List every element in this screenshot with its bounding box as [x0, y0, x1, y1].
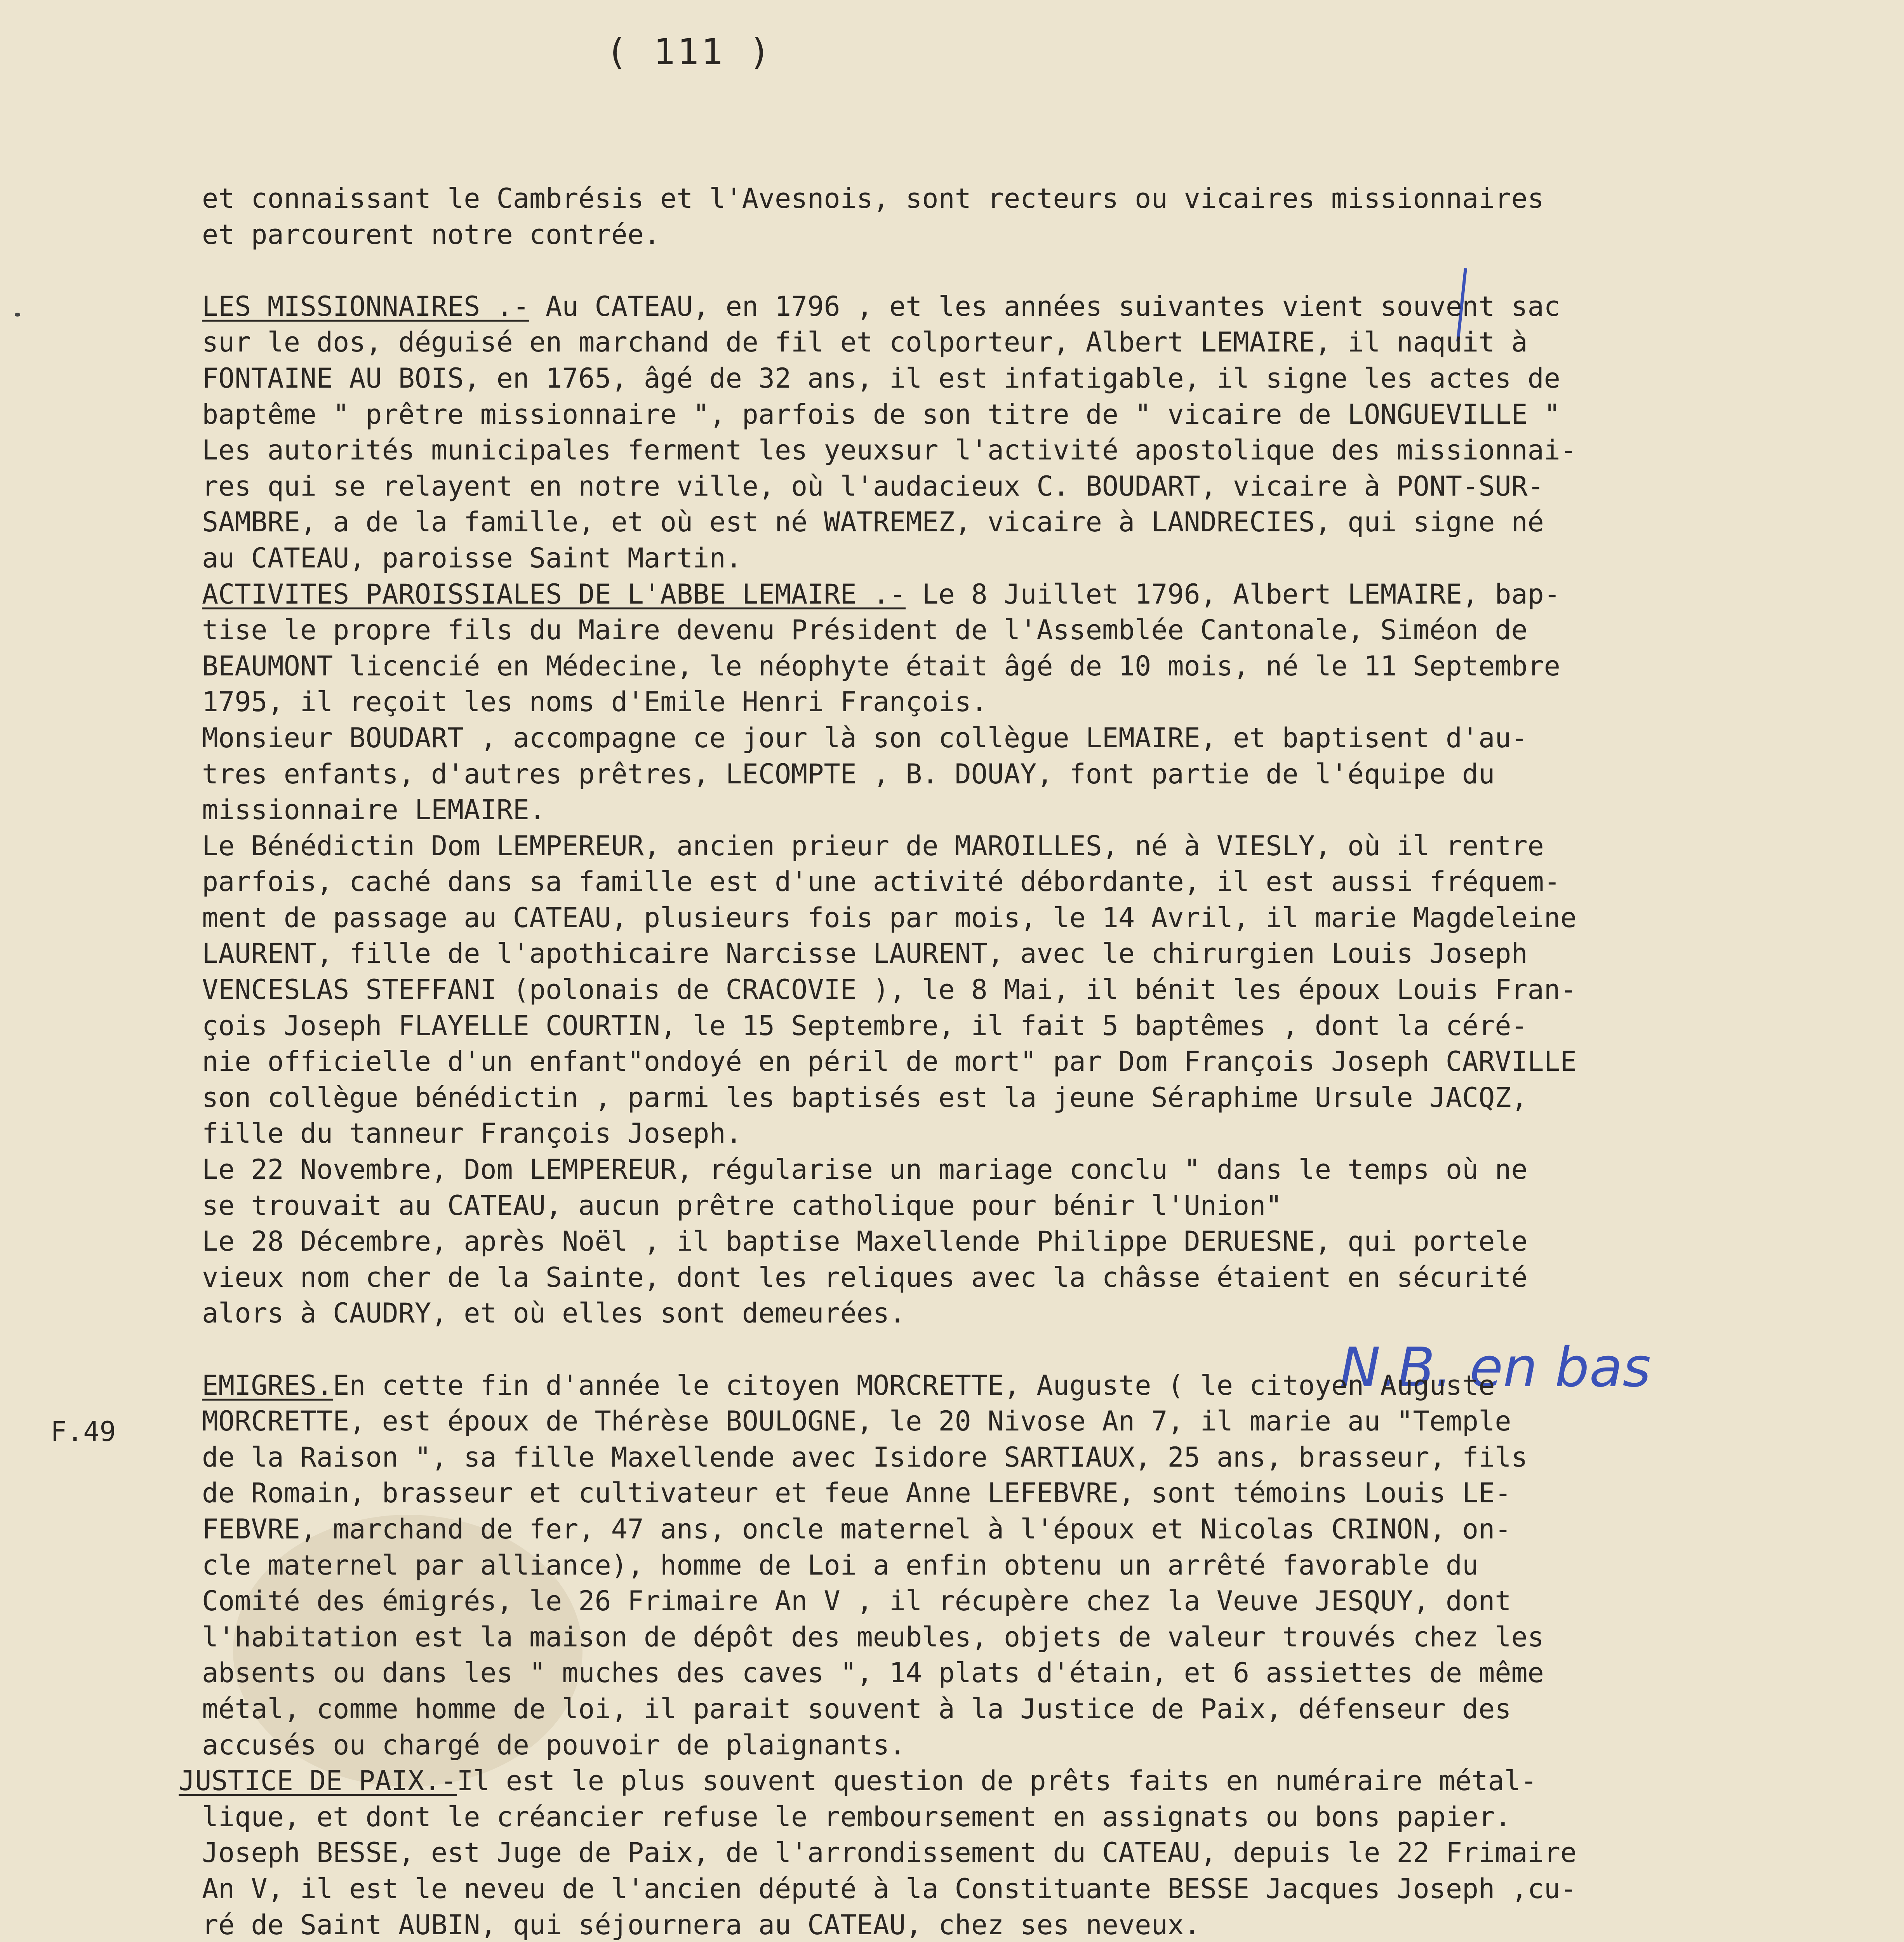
line-text: absents ou dans les " muches des caves ", 14 plats d'étain, et 6 assiettes de même	[202, 1657, 1544, 1689]
line-text: son collègue bénédictin , parmi les baptisés est la jeune Séraphime Ursule JACQZ,	[202, 1081, 1528, 1114]
line-text: ment de passage au CATEAU, plusieurs fois par mois, le 14 Avril, il marie Magdeleine	[202, 901, 1577, 934]
text-line	[202, 1547, 1848, 1584]
text-line	[202, 1475, 1848, 1511]
section-heading: EMIGRES.	[202, 1369, 333, 1401]
text-line	[202, 1331, 1848, 1368]
line-text: An V, il est le neveu de l'ancien député à la Constituante BESSE Jacques Joseph ,cu-	[202, 1872, 1577, 1905]
typed-body-text	[179, 181, 1848, 1942]
line-text: sur le dos, déguisé en marchand de fil et colporteur, Albert LEMAIRE, il naquit à	[202, 326, 1528, 358]
text-line	[202, 1511, 1848, 1547]
text-line	[202, 324, 1848, 360]
line-text: et parcourent notre contrée.	[202, 218, 661, 251]
line-text: BEAUMONT licencié en Médecine, le néophyte était âgé de 10 mois, né le 11 Septembre	[202, 650, 1560, 682]
text-line	[202, 1295, 1848, 1331]
text-line	[202, 540, 1848, 576]
line-text: missionnaire LEMAIRE.	[202, 794, 546, 826]
line-text: Joseph BESSE, est Juge de Paix, de l'arrondissement du CATEAU, depuis le 22 Frimaire	[202, 1837, 1577, 1869]
line-text: tise le propre fils du Maire devenu Président de l'Assemblée Cantonale, Siméon de	[202, 614, 1528, 646]
line-text: de Romain, brasseur et cultivateur et feue Anne LEFEBVRE, sont témoins Louis LE-	[202, 1477, 1511, 1509]
text-line	[202, 1188, 1848, 1224]
line-text: FEBVRE, marchand de fer, 47 ans, oncle maternel à l'époux et Nicolas CRINON, on-	[202, 1513, 1511, 1545]
text-line	[202, 252, 1848, 289]
line-text: tres enfants, d'autres prêtres, LECOMPTE , B. DOUAY, font partie de l'équipe du	[202, 758, 1495, 790]
line-text: au CATEAU, paroisse Saint Martin.	[202, 542, 742, 574]
line-text: 1795, il reçoit les noms d'Emile Henri François.	[202, 686, 988, 718]
text-line	[202, 972, 1848, 1008]
text-line	[202, 1583, 1848, 1619]
text-line	[202, 792, 1848, 828]
text-line	[202, 289, 1848, 325]
text-line	[202, 1439, 1848, 1476]
line-text: Les autorités municipales ferment les yeuxsur l'activité apostolique des missionnai-	[202, 434, 1577, 466]
line-text: En cette fin d'année le citoyen MORCRETTE, Auguste ( le citoyen Auguste	[333, 1369, 1495, 1401]
text-line	[202, 648, 1848, 684]
line-text: vieux nom cher de la Sainte, dont les reliques avec la châsse étaient en sécurité	[202, 1261, 1528, 1293]
line-text: parfois, caché dans sa famille est d'une activité débordante, il est aussi fréquem-	[202, 866, 1560, 898]
line-text: MORCRETTE, est époux de Thérèse BOULOGNE, le 20 Nivose An 7, il marie au "Temple	[202, 1405, 1511, 1437]
text-line	[202, 360, 1848, 397]
line-text: de la Raison ", sa fille Maxellende avec Isidore SARTIAUX, 25 ans, brasseur, fils	[202, 1441, 1528, 1473]
text-line	[202, 504, 1848, 540]
handwritten-annotation-nb-en-bas: N.B. en bas	[1340, 1336, 1651, 1399]
text-line	[202, 1008, 1848, 1044]
text-line	[202, 576, 1848, 613]
text-line	[202, 756, 1848, 792]
text-line	[202, 720, 1848, 756]
margin-note: F.49	[50, 1416, 116, 1448]
text-line	[202, 1152, 1848, 1188]
text-line	[202, 1799, 1848, 1835]
line-text: baptême " prêtre missionnaire ", parfois de son titre de " vicaire de LONGUEVILLE "	[202, 398, 1560, 430]
page-number: ( 111 )	[606, 31, 773, 73]
line-text: Comité des émigrés, le 26 Frimaire An V , il récupère chez la Veuve JESQUY, dont	[202, 1585, 1511, 1617]
text-line	[202, 1115, 1848, 1152]
line-text: FONTAINE AU BOIS, en 1765, âgé de 32 ans, il est infatigable, il signe les actes de	[202, 362, 1560, 394]
line-text: ré de Saint AUBIN, qui séjournera au CATEAU, chez ses neveux.	[202, 1909, 1200, 1941]
text-line	[179, 1763, 1848, 1799]
text-line	[202, 612, 1848, 648]
text-line	[202, 684, 1848, 720]
line-text: LAURENT, fille de l'apothicaire Narcisse LAURENT, avec le chirurgien Louis Joseph	[202, 938, 1528, 970]
text-line	[202, 1080, 1848, 1116]
text-line	[202, 397, 1848, 433]
line-text: nie officielle d'un enfant"ondoyé en péril de mort" par Dom François Joseph CARVILLE	[202, 1046, 1577, 1078]
line-text: Le 22 Novembre, Dom LEMPEREUR, régularise un mariage conclu " dans le temps où ne	[202, 1154, 1528, 1186]
text-line	[202, 1835, 1848, 1871]
text-line	[202, 1727, 1848, 1763]
text-line	[202, 1223, 1848, 1260]
ink-dot	[15, 313, 20, 317]
line-text: Au CATEAU, en 1796 , et les années suivantes vient souvent sac	[529, 290, 1560, 322]
text-line	[202, 1260, 1848, 1296]
section-heading: ACTIVITES PAROISSIALES DE L'ABBE LEMAIRE .-	[202, 578, 906, 610]
text-line	[202, 1403, 1848, 1439]
line-text: res qui se relayent en notre ville, où l'audacieux C. BOUDART, vicaire à PONT-SUR-	[202, 470, 1544, 502]
text-line	[202, 181, 1848, 217]
line-text: Monsieur BOUDART , accompagne ce jour là son collègue LEMAIRE, et baptisent d'au-	[202, 722, 1528, 754]
text-line	[202, 864, 1848, 900]
text-line	[202, 828, 1848, 864]
text-line	[202, 936, 1848, 972]
line-text: SAMBRE, a de la famille, et où est né WATREMEZ, vicaire à LANDRECIES, qui signe né	[202, 506, 1544, 538]
text-line	[202, 1871, 1848, 1907]
line-text: cle maternel par alliance), homme de Loi a enfin obtenu un arrêté favorable du	[202, 1549, 1479, 1581]
text-line	[202, 1619, 1848, 1655]
line-text: Le 8 Juillet 1796, Albert LEMAIRE, bap-	[906, 578, 1560, 610]
line-text: métal, comme homme de loi, il parait souvent à la Justice de Paix, défenseur des	[202, 1693, 1511, 1725]
text-line	[202, 468, 1848, 505]
text-line	[202, 900, 1848, 936]
line-text: Le Bénédictin Dom LEMPEREUR, ancien prieur de MAROILLES, né à VIESLY, où il rentre	[202, 830, 1544, 862]
line-text: çois Joseph FLAYELLE COURTIN, le 15 Septembre, il fait 5 baptêmes , dont la céré-	[202, 1009, 1528, 1042]
line-text: VENCESLAS STEFFANI (polonais de CRACOVIE ), le 8 Mai, il bénit les époux Louis Fran-	[202, 974, 1577, 1006]
section-heading: LES MISSIONNAIRES .-	[202, 290, 529, 322]
line-text: accusés ou chargé de pouvoir de plaignants.	[202, 1729, 906, 1761]
text-line	[202, 1907, 1848, 1942]
line-text: l'habitation est la maison de dépôt des meubles, objets de valeur trouvés chez les	[202, 1621, 1544, 1653]
line-text: et connaissant le Cambrésis et l'Avesnois, sont recteurs ou vicaires missionnaires	[202, 183, 1544, 214]
line-text: lique, et dont le créancier refuse le remboursement en assignats ou bons papier.	[202, 1801, 1511, 1833]
text-line	[202, 1691, 1848, 1727]
text-line	[202, 217, 1848, 253]
line-text: Il est le plus souvent question de prêts faits en numéraire métal-	[457, 1765, 1537, 1797]
text-line	[202, 1368, 1848, 1404]
text-line	[202, 1044, 1848, 1080]
text-line	[202, 432, 1848, 468]
line-text: se trouvait au CATEAU, aucun prêtre catholique pour bénir l'Union"	[202, 1189, 1282, 1222]
line-text: alors à CAUDRY, et où elles sont demeurées.	[202, 1297, 906, 1329]
text-line	[202, 1655, 1848, 1691]
line-text: fille du tanneur François Joseph.	[202, 1117, 742, 1150]
line-text: Le 28 Décembre, après Noël , il baptise Maxellende Philippe DERUESNE, qui portele	[202, 1225, 1528, 1258]
section-heading: JUSTICE DE PAIX.-	[179, 1765, 457, 1797]
